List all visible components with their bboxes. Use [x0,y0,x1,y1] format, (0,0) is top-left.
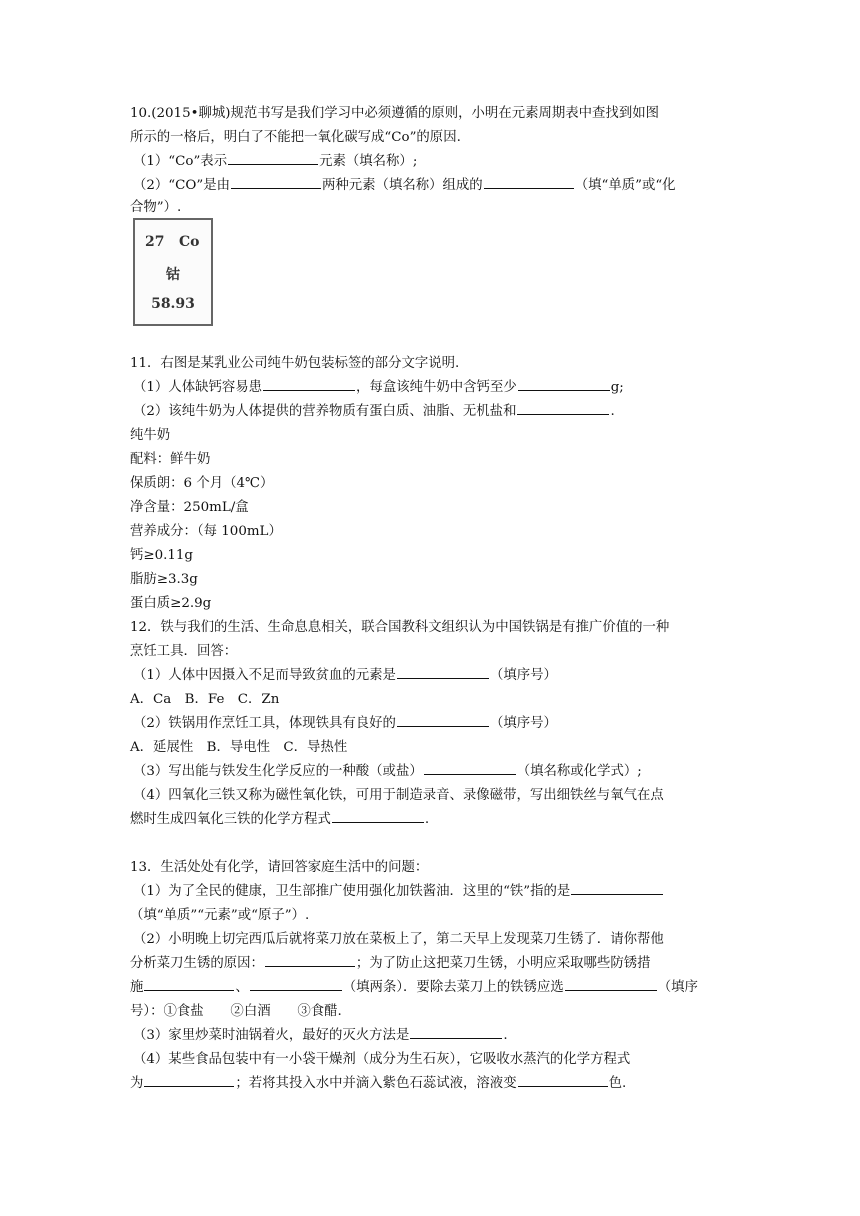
q12-part1-suffix: （填序号） [489,668,557,683]
answer-blank[interactable] [517,402,609,415]
answer-blank[interactable] [424,762,516,775]
element-name: 钴 [166,267,180,283]
q13-part2-text: 分析菜刀生锈的原因： [130,956,264,971]
answer-blank[interactable] [231,176,321,189]
q13-part2-mid: （填两条）．要除去菜刀上的铁锈应选 [342,980,564,995]
q10-part1-text: （1）“Co”表示 [133,154,228,169]
q13-part2-line2 [130,954,651,974]
q10-stem-line2: 所示的一格后，明白了不能把一氧化碳写成“Co”的原因. [130,130,461,145]
q11-stem: 11．右图是某乳业公司纯牛奶包装标签的部分文字说明. [130,356,460,371]
answer-blank[interactable] [144,1074,234,1087]
milk-label-line: 营养成分：（每 100mL） [130,524,282,539]
q13-part2-sep: 、 [235,980,249,995]
q11-part2 [133,402,615,422]
q13-part1 [133,882,664,902]
q12-part2-suffix: （填序号） [489,716,557,731]
q12-part1 [133,666,557,686]
q13-part2-line1: （2）小明晚上切完西瓜后就将菜刀放在菜板上了，第二天早上发现菜刀生锈了．请你帮他 [133,932,664,947]
answer-blank[interactable] [565,978,657,991]
q13-part2-line3 [130,978,698,998]
q10-part2-wrap: 合物”）. [130,200,182,215]
q12-part1-options: A．Ca B．Fe C．Zn [130,692,280,707]
q12-stem-line2: 烹饪工具．回答： [130,644,238,659]
q13-part2-mid: ；为了防止这把菜刀生锈，小明应采取哪些防锈措 [355,956,651,971]
periodic-table-cell [133,218,213,326]
q13-part3-suffix: . [503,1028,508,1043]
q10-part2-text: （2）“CO”是由 [133,178,230,193]
q10-stem-line1: 10.(2015•聊城)规范书写是我们学习中必须遵循的原则，小明在元素周期表中查找到如图 [130,106,659,121]
q10-part1 [133,152,417,172]
milk-label-line: 脂肪≥3.3g [130,572,198,587]
q11-part1 [133,378,624,398]
q13-part2-line4: 号）：①食盐 ②白酒 ③食醋. [130,1004,342,1019]
q10-part2-mid: 两种元素（填名称）组成的 [322,178,483,193]
q13-part3-text: （3）家里炒菜时油锅着火，最好的灭火方法是 [133,1028,410,1043]
q12-part3 [133,762,642,782]
q10-part2 [133,176,676,196]
q13-part4-line2 [130,1074,626,1094]
answer-blank[interactable] [484,176,574,189]
q10-part2-suffix: （填“单质”或“化 [574,178,676,193]
q11-part1-suffix: g; [610,380,624,395]
milk-label-line: 纯牛奶 [130,428,171,443]
answer-blank[interactable] [250,978,342,991]
q13-part2-suffix: （填序 [657,980,698,995]
milk-label-line: 蛋白质≥2.9g [130,596,212,611]
answer-blank[interactable] [518,378,610,391]
q12-part4-text: 燃时生成四氧化三铁的化学方程式 [130,812,331,827]
q13-part2-text: 施 [130,980,144,995]
q12-part3-text: （3）写出能与铁发生化学反应的一种酸（或盐） [133,764,423,779]
q12-part3-suffix: （填名称或化学式）; [516,764,642,779]
q10-part1-suffix: 元素（填名称）; [319,154,418,169]
answer-blank[interactable] [144,978,234,991]
q12-part4-line2 [130,810,429,830]
q11-part2-text: （2）该纯牛奶为人体提供的营养物质有蛋白质、油脂、无机盐和 [133,404,517,419]
q13-part4-text: 为 [130,1076,144,1091]
q12-part4-line1: （4）四氧化三铁又称为磁性氧化铁，可用于制造录音、录像磁带，写出细铁丝与氧气在点 [133,788,664,803]
q13-stem: 13．生活处处有化学，请回答家庭生活中的问题： [130,860,429,875]
q13-part3 [133,1026,508,1046]
q12-stem-line1: 12．铁与我们的生活、生命息息相关，联合国教科文组织认为中国铁锅是有推广价值的一种 [130,620,670,635]
milk-label-line: 保质朗：6 个月（4℃） [130,476,274,491]
answer-blank[interactable] [571,882,663,895]
q12-part2-options: A．延展性 B．导电性 C．导热性 [130,740,348,755]
milk-label-line: 净含量：250mL/盒 [130,500,249,515]
atomic-mass: 58.93 [151,296,195,312]
answer-blank[interactable] [397,714,489,727]
milk-label-line: 钙≥0.11g [130,548,193,563]
answer-blank[interactable] [518,1074,608,1087]
q12-part4-suffix: . [424,812,430,827]
q12-part2 [133,714,557,734]
q11-part1-text: （1）人体缺钙容易患 [133,380,263,395]
q13-part4-suffix: 色. [608,1076,627,1091]
milk-label-line: 配料：鲜牛奶 [130,452,211,467]
q12-part1-text: （1）人体中因摄入不足而导致贫血的元素是 [133,668,396,683]
answer-blank[interactable] [332,810,424,823]
q11-part2-suffix: . [610,404,615,419]
answer-blank[interactable] [410,1026,502,1039]
q11-part1-mid: ，每盒该纯牛奶中含钙至少 [356,380,517,395]
element-symbol: Co [179,234,200,250]
answer-blank[interactable] [397,666,489,679]
answer-blank[interactable] [265,954,355,967]
answer-blank[interactable] [263,378,355,391]
q13-part4-mid: ；若将其投入水中并滴入紫色石蕊试液，溶液变 [235,1076,517,1091]
answer-blank[interactable] [228,152,318,165]
atomic-number: 27 [145,234,165,250]
q12-part2-text: （2）铁锅用作烹饪工具，体现铁具有良好的 [133,716,396,731]
q13-part4-line1: （4）某些食品包装中有一小袋干燥剂（成分为生石灰），它吸收水蒸汽的化学方程式 [133,1052,631,1067]
q13-part1-wrap: （填“单质”“元素”或“原子”）. [130,908,310,923]
q13-part1-text: （1）为了全民的健康，卫生部推广使用强化加铁酱油．这里的“铁”指的是 [133,884,571,899]
